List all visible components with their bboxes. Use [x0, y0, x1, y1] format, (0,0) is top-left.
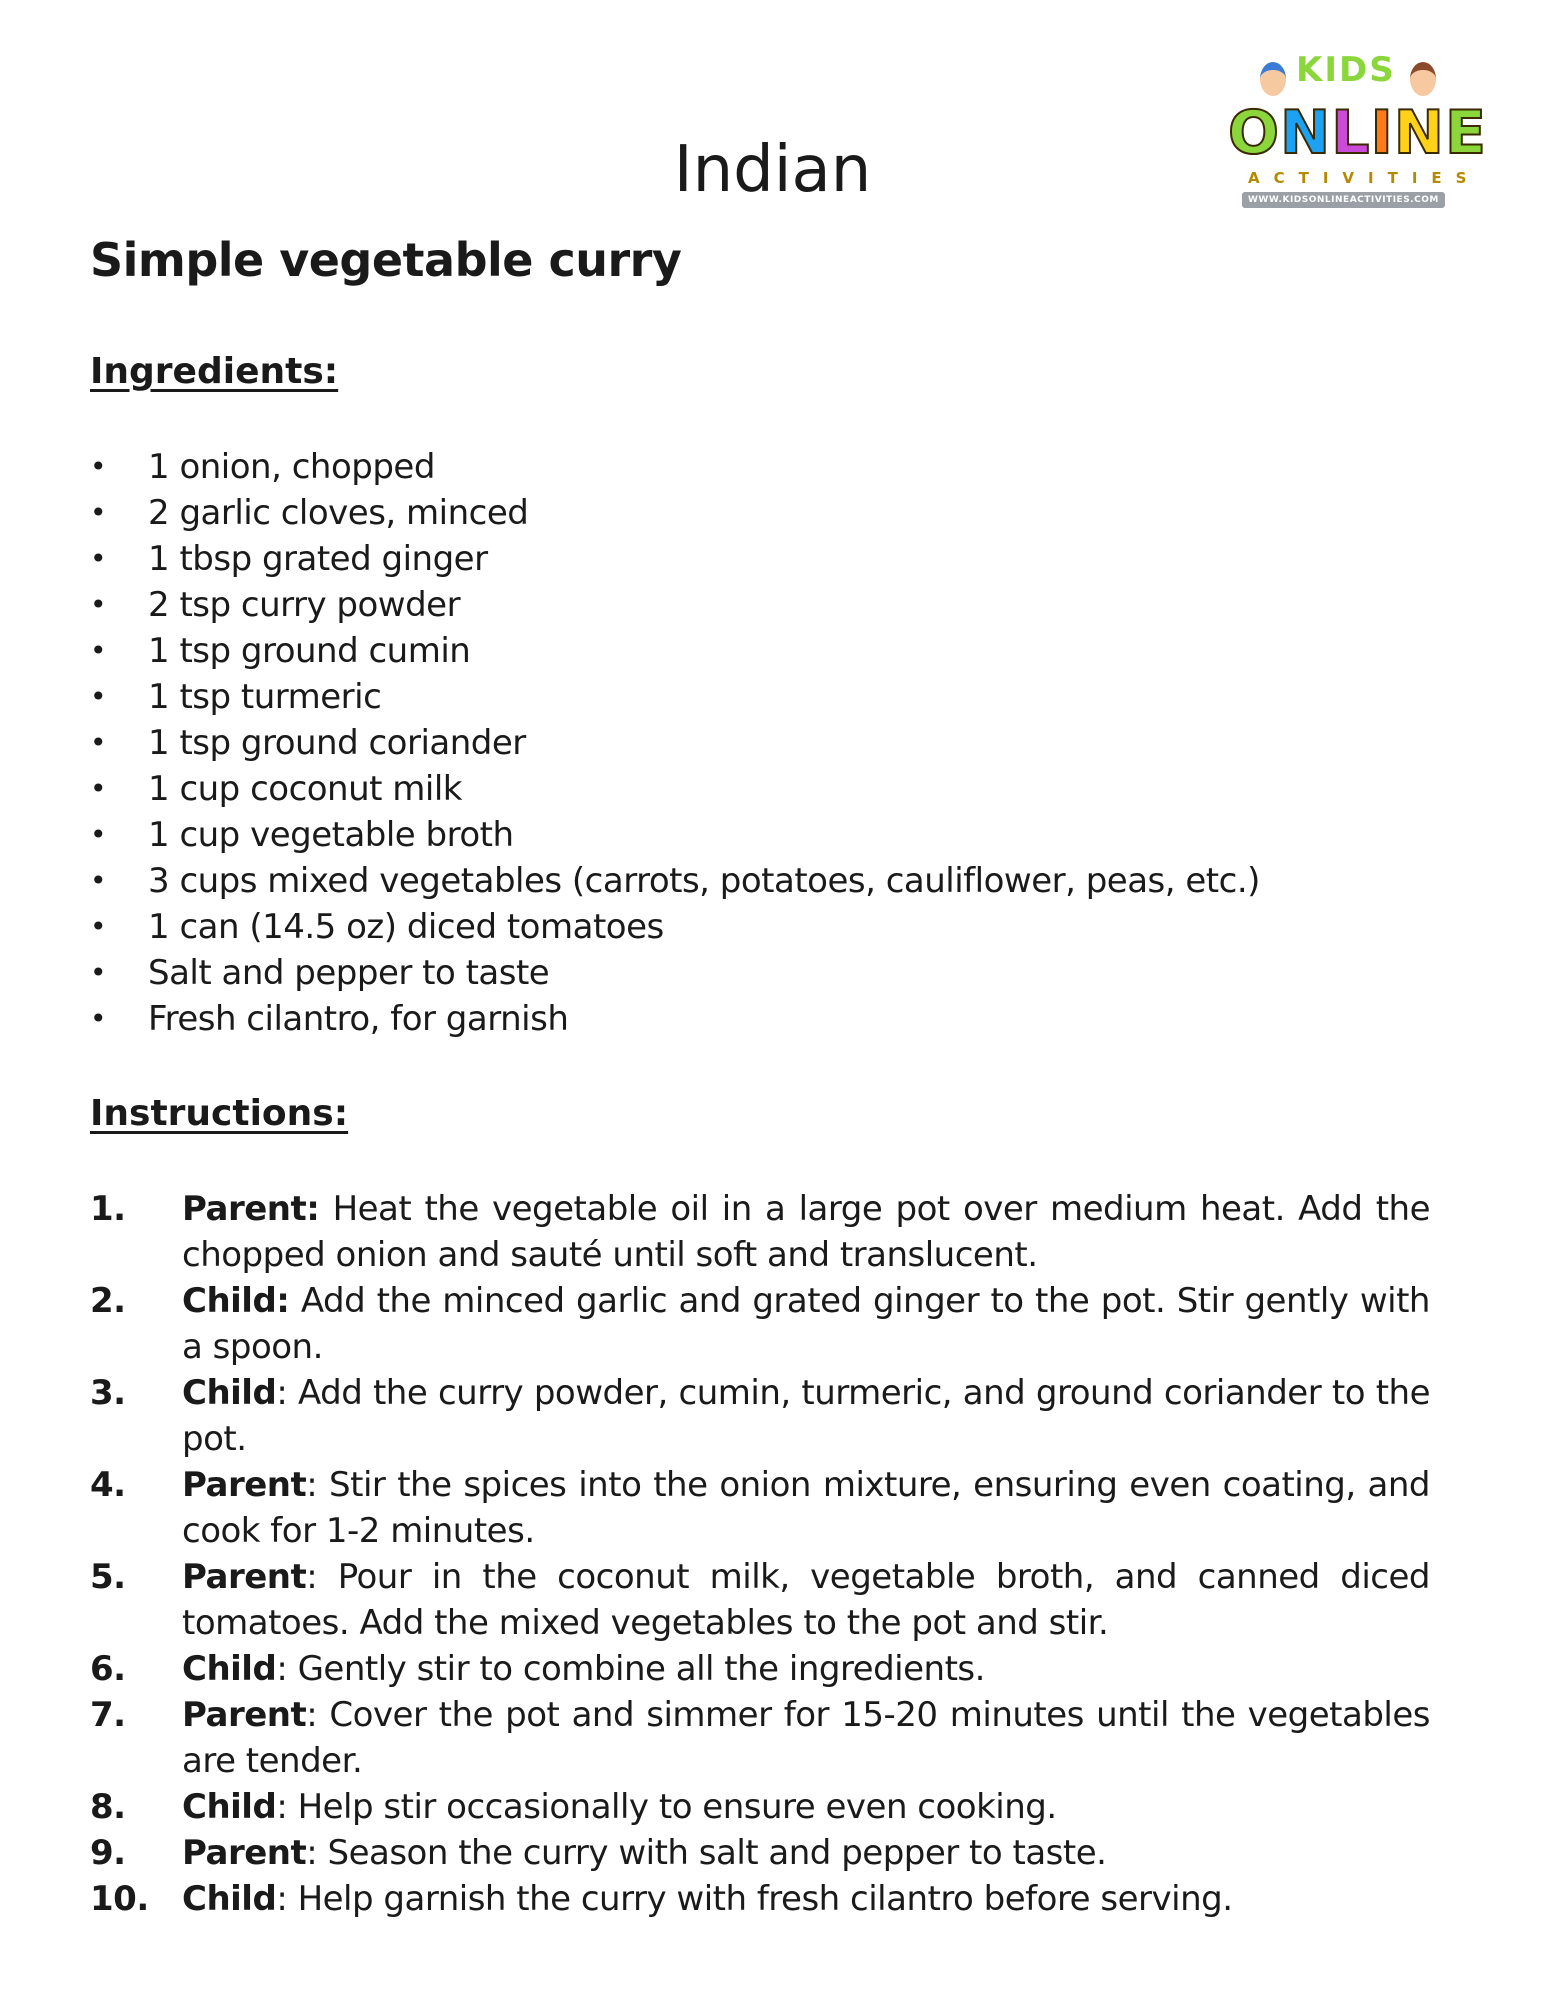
step-body: [182, 1830, 1430, 1876]
ingredient-item: [90, 490, 1390, 536]
step-text: : Cover the pot and simmer for 15-20 minutes until the vegetables are tender.: [182, 1695, 1430, 1781]
ingredient-item: [90, 812, 1390, 858]
recipe-title: Simple vegetable curry: [90, 233, 682, 287]
step-body: [182, 1784, 1430, 1830]
step-body: [182, 1370, 1430, 1462]
bullet-icon: •: [90, 818, 107, 851]
ingredient-item: [90, 720, 1390, 766]
boy-face-icon: [1260, 62, 1286, 96]
step-number: 4.: [90, 1465, 126, 1505]
step-role: Parent: [182, 1695, 307, 1735]
ingredient-item: [90, 950, 1390, 996]
step-number: 9.: [90, 1833, 126, 1873]
instruction-step: [90, 1784, 1430, 1830]
step-text: : Pour in the coconut milk, vegetable broth, and canned diced tomatoes. Add the mixed vegetables to the pot and stir.: [182, 1557, 1430, 1643]
logo-online-letter: L: [1331, 98, 1371, 168]
bullet-icon: •: [90, 864, 107, 897]
step-body: [182, 1554, 1430, 1646]
ingredients-heading: Ingredients:: [90, 351, 339, 392]
step-number: 1.: [90, 1189, 126, 1229]
bullet-icon: •: [90, 450, 107, 483]
ingredient-text: 1 cup vegetable broth: [148, 815, 514, 855]
logo-online-letter: N: [1393, 98, 1446, 168]
ingredient-text: 3 cups mixed vegetables (carrots, potatoes, cauliflower, peas, etc.): [148, 861, 1260, 901]
step-role: Parent: [182, 1465, 307, 1505]
ingredient-text: 1 can (14.5 oz) diced tomatoes: [148, 907, 664, 947]
bullet-icon: •: [90, 634, 107, 667]
instruction-step: [90, 1186, 1430, 1278]
step-role: Parent: [182, 1833, 307, 1873]
ingredient-item: [90, 444, 1390, 490]
ingredient-text: Fresh cilantro, for garnish: [148, 999, 569, 1039]
ingredient-item: [90, 536, 1390, 582]
bullet-icon: •: [90, 956, 107, 989]
page-title: Indian: [673, 133, 872, 207]
ingredient-item: [90, 628, 1390, 674]
step-role: Child: [182, 1787, 277, 1827]
instruction-step: [90, 1278, 1430, 1370]
step-number: 6.: [90, 1649, 126, 1689]
step-role: Child: [182, 1649, 277, 1689]
step-body: [182, 1692, 1430, 1784]
step-role: Child:: [182, 1281, 290, 1321]
step-text: : Help stir occasionally to ensure even cooking.: [276, 1787, 1057, 1827]
step-text: : Stir the spices into the onion mixture, ensuring even coating, and cook for 1-2 minutes.: [182, 1465, 1430, 1551]
instruction-step: [90, 1830, 1430, 1876]
step-role: Child: [182, 1373, 277, 1413]
instruction-step: [90, 1646, 1430, 1692]
step-text: : Add the curry powder, cumin, turmeric, and ground coriander to the pot.: [182, 1373, 1430, 1459]
ingredient-text: 1 cup coconut milk: [148, 769, 462, 809]
instructions-heading: Instructions:: [90, 1093, 349, 1134]
instructions-list: [90, 1186, 1430, 1922]
ingredient-item: [90, 582, 1390, 628]
ingredients-list: [90, 444, 1390, 1042]
step-number: 10.: [90, 1879, 149, 1919]
ingredient-item: [90, 996, 1390, 1042]
logo-online-letter: I: [1370, 98, 1394, 168]
step-number: 2.: [90, 1281, 126, 1321]
step-body: [182, 1646, 1430, 1692]
step-role: Parent: [182, 1557, 307, 1597]
bullet-icon: •: [90, 588, 107, 621]
bullet-icon: •: [90, 910, 107, 943]
ingredient-item: [90, 904, 1390, 950]
instruction-step: [90, 1370, 1430, 1462]
step-number: 7.: [90, 1695, 126, 1735]
girl-face-icon: [1410, 62, 1436, 96]
logo-online-letter: N: [1280, 98, 1332, 168]
bullet-icon: •: [90, 772, 107, 805]
ingredient-text: 1 tsp ground coriander: [148, 723, 526, 763]
step-body: [182, 1278, 1430, 1370]
step-number: 3.: [90, 1373, 126, 1413]
instruction-step: [90, 1692, 1430, 1784]
bullet-icon: •: [90, 1002, 107, 1035]
logo-kids-text: KIDS: [1296, 50, 1396, 90]
step-number: 5.: [90, 1557, 126, 1597]
ingredient-item: [90, 674, 1390, 720]
bullet-icon: •: [90, 726, 107, 759]
instruction-step: [90, 1554, 1430, 1646]
ingredient-item: [90, 858, 1390, 904]
bullet-icon: •: [90, 680, 107, 713]
step-text: Heat the vegetable oil in a large pot over medium heat. Add the chopped onion and sauté until soft and translucent.: [182, 1189, 1430, 1275]
ingredient-text: 2 tsp curry powder: [148, 585, 461, 625]
step-text: Add the minced garlic and grated ginger to the pot. Stir gently with a spoon.: [182, 1281, 1430, 1367]
bullet-icon: •: [90, 542, 107, 575]
instruction-step: [90, 1876, 1430, 1922]
step-text: : Help garnish the curry with fresh cilantro before serving.: [276, 1879, 1233, 1919]
ingredient-item: [90, 766, 1390, 812]
ingredient-text: 1 onion, chopped: [148, 447, 435, 487]
instruction-step: [90, 1462, 1430, 1554]
step-role: Child: [182, 1879, 277, 1919]
logo-activities-text: ACTIVITIES: [1248, 169, 1481, 187]
step-body: [182, 1186, 1430, 1278]
logo-url-text: WWW.KIDSONLINEACTIVITIES.COM: [1242, 192, 1445, 208]
step-role: Parent:: [182, 1189, 320, 1229]
step-number: 8.: [90, 1787, 126, 1827]
ingredient-text: 1 tbsp grated ginger: [148, 539, 488, 579]
step-text: : Gently stir to combine all the ingredients.: [276, 1649, 985, 1689]
ingredient-text: 1 tsp turmeric: [148, 677, 382, 717]
step-body: [182, 1876, 1430, 1922]
logo-online-letter: O: [1228, 98, 1281, 168]
step-body: [182, 1462, 1430, 1554]
ingredient-text: 1 tsp ground cumin: [148, 631, 471, 671]
bullet-icon: •: [90, 496, 107, 529]
logo-online-letter: E: [1445, 98, 1488, 168]
step-text: : Season the curry with salt and pepper to taste.: [306, 1833, 1107, 1873]
ingredient-text: Salt and pepper to taste: [148, 953, 550, 993]
ingredient-text: 2 garlic cloves, minced: [148, 493, 529, 533]
